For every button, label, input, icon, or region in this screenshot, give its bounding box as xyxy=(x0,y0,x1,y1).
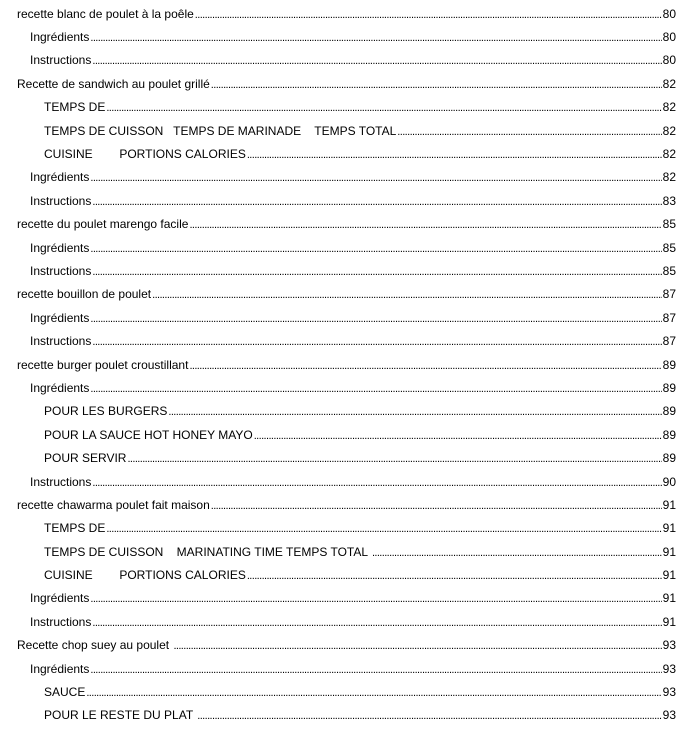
toc-entry[interactable] xyxy=(0,25,690,48)
toc-entry[interactable] xyxy=(0,283,690,306)
dot-leader xyxy=(90,30,661,44)
toc-page-number: 80 xyxy=(662,53,676,68)
toc-entry[interactable] xyxy=(0,329,690,352)
toc-entry-label: recette blanc de poulet à la poêle xyxy=(17,6,194,21)
toc-entry[interactable] xyxy=(0,634,690,657)
toc-page-number: 85 xyxy=(662,263,676,278)
toc-entry-label: TEMPS DE xyxy=(44,521,106,536)
toc-entry[interactable] xyxy=(0,376,690,399)
toc-entry-label: POUR SERVIR xyxy=(44,451,127,466)
toc-page-number: 82 xyxy=(662,100,676,115)
toc-entry-label: Instructions xyxy=(30,614,92,629)
toc-entry-label: recette burger poulet croustillant xyxy=(17,357,189,372)
toc-entry-label: Ingrédients xyxy=(30,591,90,606)
toc-entry-label: Ingrédients xyxy=(30,30,90,45)
dot-leader xyxy=(189,217,661,231)
dot-leader xyxy=(372,545,662,559)
toc-entry[interactable] xyxy=(0,2,690,25)
toc-entry[interactable] xyxy=(0,213,690,236)
dot-leader xyxy=(90,381,661,395)
dot-leader xyxy=(106,100,661,114)
toc-entry-label: Instructions xyxy=(30,474,92,489)
dot-leader xyxy=(397,124,661,138)
toc-entry-label: POUR LE RESTE DU PLAT xyxy=(44,708,197,723)
toc-entry-label: TEMPS DE CUISSON TEMPS DE MARINADE TEMPS TOTAL xyxy=(44,123,397,138)
toc-entry-label: SAUCE xyxy=(44,685,86,700)
toc-entry[interactable] xyxy=(0,610,690,633)
dot-leader xyxy=(86,685,661,699)
dot-leader xyxy=(247,568,662,582)
toc-page-number: 80 xyxy=(662,30,676,45)
toc-entry-label: recette bouillon de poulet xyxy=(17,287,152,302)
toc-entry[interactable] xyxy=(0,119,690,142)
toc-page-number: 87 xyxy=(662,334,676,349)
toc-page-number: 89 xyxy=(662,380,676,395)
dot-leader xyxy=(168,404,661,418)
toc-page-number: 93 xyxy=(662,661,676,676)
toc-page-number: 89 xyxy=(662,404,676,419)
toc-entry[interactable] xyxy=(0,353,690,376)
toc-entry[interactable] xyxy=(0,306,690,329)
table-of-contents xyxy=(0,2,690,727)
toc-entry-label: Ingrédients xyxy=(30,170,90,185)
dot-leader xyxy=(90,591,661,605)
toc-entry[interactable] xyxy=(0,493,690,516)
toc-entry-label: Ingrédients xyxy=(30,310,90,325)
toc-entry[interactable] xyxy=(0,72,690,95)
toc-entry-label: Ingrédients xyxy=(30,380,90,395)
toc-page-number: 91 xyxy=(662,614,676,629)
toc-page-number: 87 xyxy=(662,310,676,325)
dot-leader xyxy=(90,170,661,184)
toc-entry[interactable] xyxy=(0,680,690,703)
toc-entry-label: recette du poulet marengo facile xyxy=(17,217,189,232)
toc-page-number: 82 xyxy=(662,147,676,162)
dot-leader xyxy=(92,264,661,278)
toc-entry-label: CUISINE PORTIONS CALORIES xyxy=(44,147,246,162)
toc-entry-label: Recette chop suey au poulet xyxy=(17,638,173,653)
toc-page-number: 93 xyxy=(662,685,676,700)
toc-entry-label: POUR LES BURGERS xyxy=(44,404,168,419)
toc-page-number: 91 xyxy=(662,568,676,583)
toc-entry[interactable] xyxy=(0,189,690,212)
toc-entry-label: Instructions xyxy=(30,193,92,208)
toc-entry[interactable] xyxy=(0,236,690,259)
toc-page-number: 93 xyxy=(662,638,676,653)
toc-entry[interactable] xyxy=(0,166,690,189)
dot-leader xyxy=(152,287,662,301)
toc-entry[interactable] xyxy=(0,400,690,423)
dot-leader xyxy=(211,498,662,512)
toc-entry[interactable] xyxy=(0,704,690,727)
toc-entry-label: TEMPS DE CUISSON MARINATING TIME TEMPS TOTAL xyxy=(44,544,371,559)
dot-leader xyxy=(254,428,662,442)
toc-page-number: 91 xyxy=(662,591,676,606)
toc-page-number: 91 xyxy=(662,521,676,536)
toc-page-number: 91 xyxy=(662,497,676,512)
toc-page-number: 82 xyxy=(662,123,676,138)
dot-leader xyxy=(195,7,662,21)
toc-page-number: 82 xyxy=(662,170,676,185)
toc-entry-label: Instructions xyxy=(30,53,92,68)
toc-page-number: 82 xyxy=(662,76,676,91)
toc-entry-label: Ingrédients xyxy=(30,240,90,255)
toc-entry-label: TEMPS DE xyxy=(44,100,106,115)
dot-leader xyxy=(92,615,661,629)
dot-leader xyxy=(197,708,661,722)
dot-leader xyxy=(106,521,661,535)
toc-entry[interactable] xyxy=(0,423,690,446)
toc-entry-label: recette chawarma poulet fait maison xyxy=(17,497,210,512)
dot-leader xyxy=(90,241,661,255)
toc-entry[interactable] xyxy=(0,259,690,282)
toc-entry[interactable] xyxy=(0,142,690,165)
toc-entry-label: Instructions xyxy=(30,334,92,349)
dot-leader xyxy=(247,147,662,161)
dot-leader xyxy=(127,451,661,465)
toc-page-number: 93 xyxy=(662,708,676,723)
toc-page-number: 89 xyxy=(662,357,676,372)
dot-leader xyxy=(211,77,662,91)
toc-page-number: 80 xyxy=(662,6,676,21)
toc-page-number: 85 xyxy=(662,217,676,232)
toc-entry[interactable] xyxy=(0,563,690,586)
toc-entry[interactable] xyxy=(0,49,690,72)
toc-entry[interactable] xyxy=(0,657,690,680)
dot-leader xyxy=(92,194,661,208)
toc-entry[interactable] xyxy=(0,470,690,493)
toc-entry-label: POUR LA SAUCE HOT HONEY MAYO xyxy=(44,427,253,442)
toc-entry[interactable] xyxy=(0,587,690,610)
toc-entry-label: Ingrédients xyxy=(30,661,90,676)
dot-leader xyxy=(90,311,661,325)
toc-entry-label: Recette de sandwich au poulet grillé xyxy=(17,76,210,91)
toc-page-number: 83 xyxy=(662,193,676,208)
dot-leader xyxy=(90,662,661,676)
dot-leader xyxy=(173,638,661,652)
toc-entry[interactable] xyxy=(0,540,690,563)
toc-entry[interactable] xyxy=(0,96,690,119)
toc-page-number: 89 xyxy=(662,427,676,442)
toc-page-number: 87 xyxy=(662,287,676,302)
dot-leader xyxy=(189,358,661,372)
toc-entry[interactable] xyxy=(0,517,690,540)
toc-entry[interactable] xyxy=(0,446,690,469)
toc-entry-label: Instructions xyxy=(30,263,92,278)
toc-page-number: 90 xyxy=(662,474,676,489)
dot-leader xyxy=(92,334,661,348)
toc-entry-label: CUISINE PORTIONS CALORIES xyxy=(44,568,246,583)
toc-page-number: 91 xyxy=(662,544,676,559)
dot-leader xyxy=(92,475,661,489)
toc-page-number: 85 xyxy=(662,240,676,255)
dot-leader xyxy=(92,53,661,67)
toc-page-number: 89 xyxy=(662,451,676,466)
